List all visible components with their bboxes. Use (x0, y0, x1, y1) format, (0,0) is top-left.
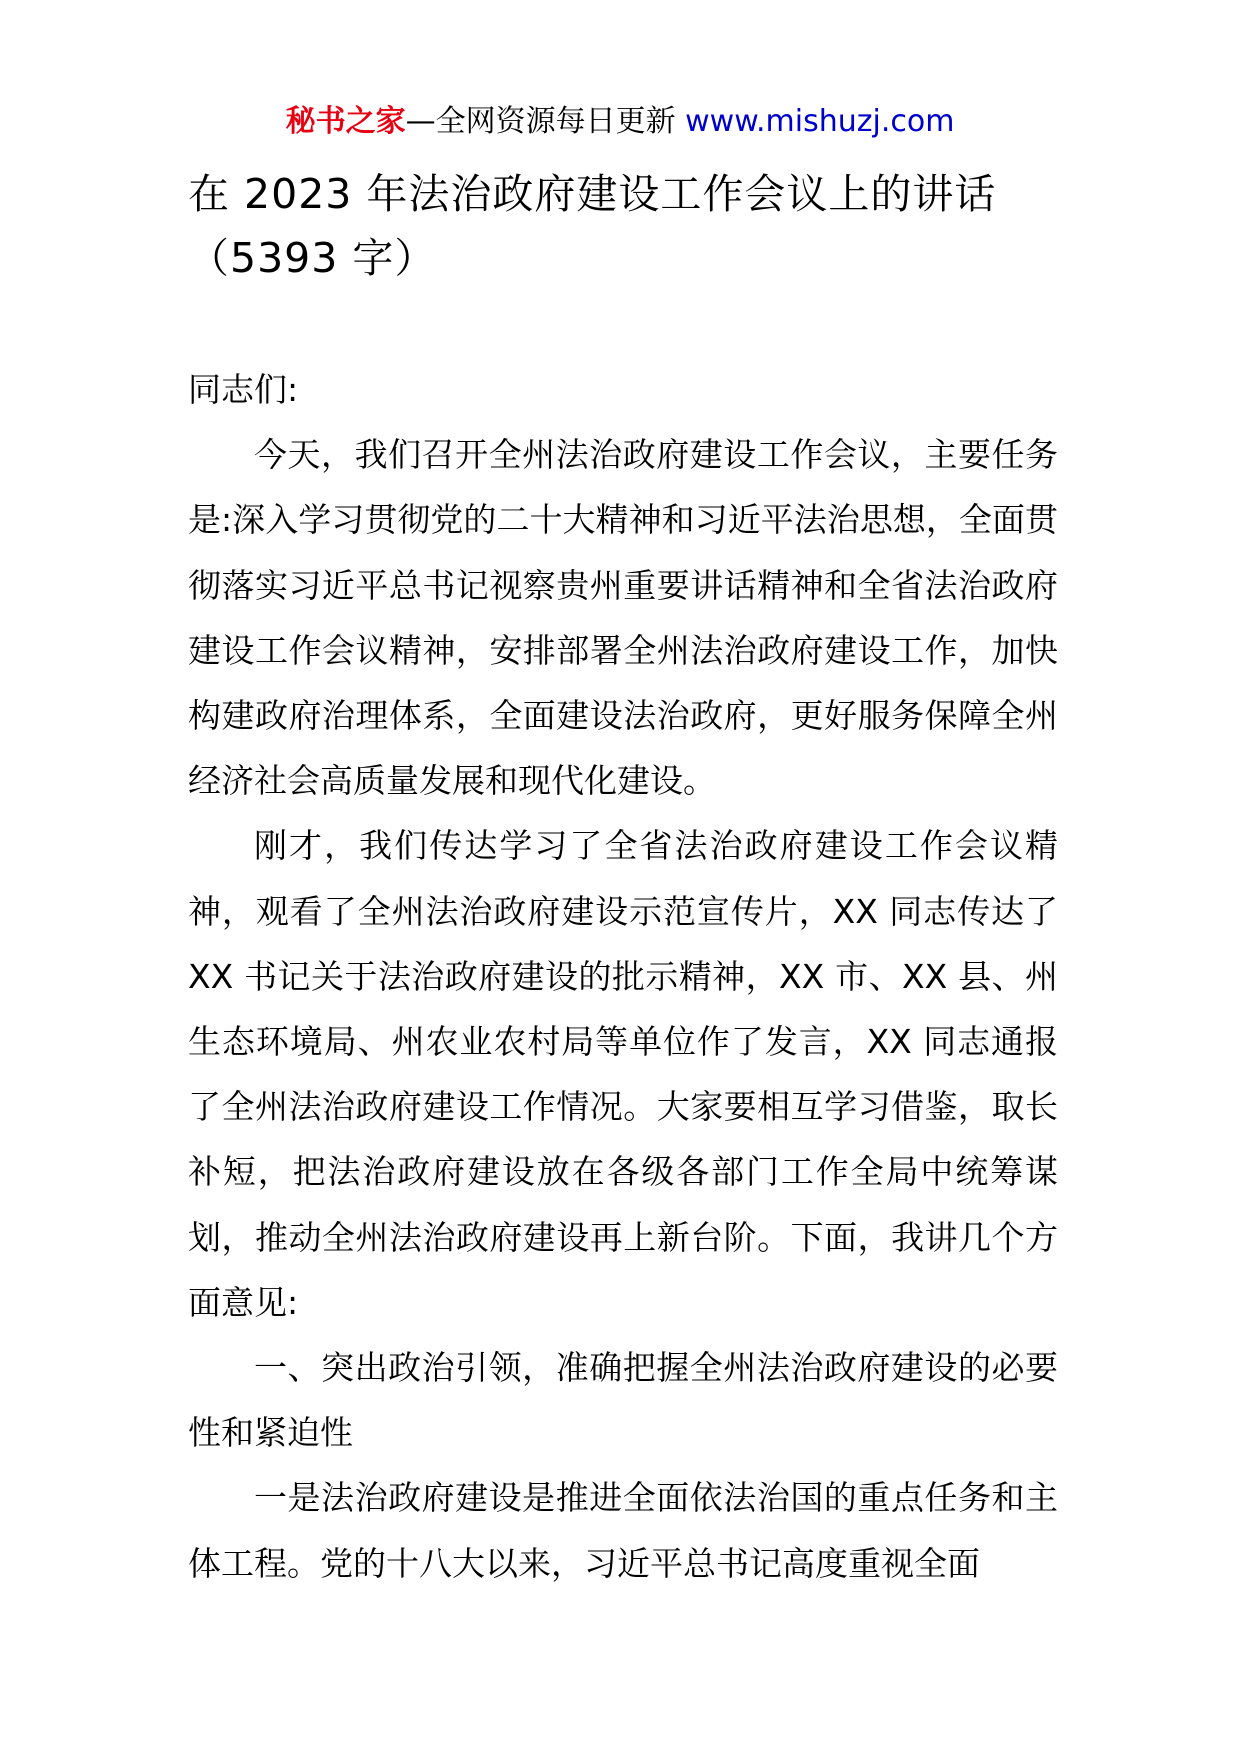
document-body (188, 357, 1058, 1596)
paragraph: 刚才，我们传达学习了全省法治政府建设工作会议精神，观看了全州法治政府建设示范宣传片，XX 同志传达了 XX 书记关于法治政府建设的批示精神，XX 市、XX 县、州生态环境局、州农业农村局等单位作了发言，XX 同志通报了全州法治政府建设工作情况。大家要相互学习借鉴，取长补短，把法治政府建设放在各级各部门工作全局中统筹谋划，推动全州法治政府建设再上新台阶。下面，我讲几个方面意见: (188, 826, 1058, 1322)
banner-slogan: —全网资源每日更新 (405, 104, 686, 139)
document-title: 在 2023 年法治政府建设工作会议上的讲话（5393 字） (188, 170, 997, 282)
salutation: 同志们: (188, 370, 299, 409)
paragraph: 今天，我们召开全州法治政府建设工作会议，主要任务是:深入学习贯彻党的二十大精神和习近平法治思想，全面贯彻落实习近平总书记视察贵州重要讲话精神和全省法治政府建设工作会议精神，安排部署全州法治政府建设工作，加快构建政府治理体系，全面建设法治政府，更好服务保障全州经济社会高质量发展和现代化建设。 (188, 435, 1058, 801)
paragraph: 一是法治政府建设是推进全面依法治国的重点任务和主体工程。党的十八大以来，习近平总书记高度重视全面 (188, 1478, 1058, 1583)
website-link[interactable]: www.mishuzj.com (685, 104, 955, 139)
brand-name: 秘书之家 (285, 104, 406, 139)
header-banner (0, 100, 1240, 144)
section-heading: 一、突出政治引领，准确把握全州法治政府建设的必要性和紧迫性 (188, 1348, 1058, 1453)
